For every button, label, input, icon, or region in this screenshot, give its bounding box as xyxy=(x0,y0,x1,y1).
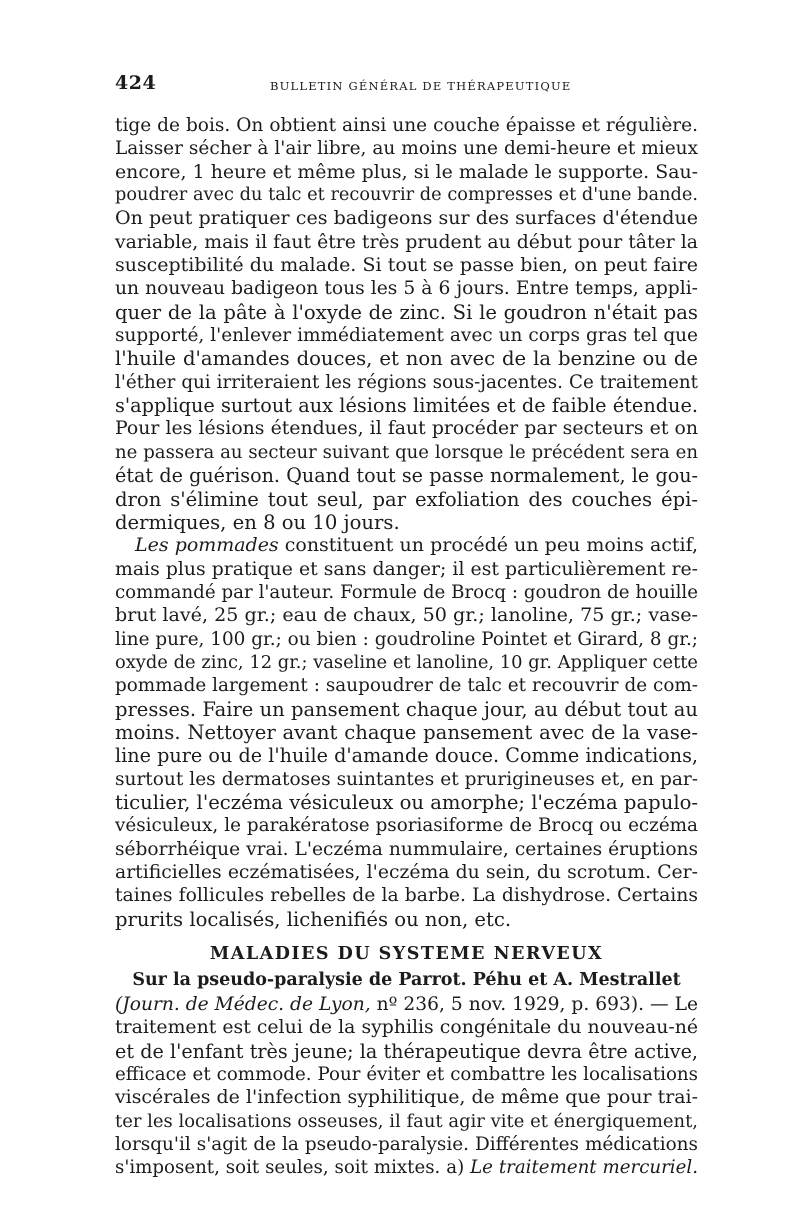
page-number: 424 xyxy=(115,72,157,94)
journal-title: BULLETIN GÉNÉRAL DE THÉRAPEUTIQUE xyxy=(270,79,572,93)
text-line: Pour les lésions étendues, il faut procéder par secteurs et on xyxy=(115,418,698,440)
citation-line xyxy=(115,993,698,1016)
body-text xyxy=(115,114,698,1180)
text-line: Laisser sécher à l'air libre, au moins une demi-heure et mieux xyxy=(115,138,698,160)
text-line: commandé par l'auteur. Formule de Brocq : goudron de houille xyxy=(115,581,698,603)
text-line xyxy=(115,534,698,557)
text-line: vésiculeux, le parakératose psoriasiforme de Brocq ou eczéma xyxy=(115,815,698,837)
text-line: état de guérison. Quand tout se passe normalement, le gou- xyxy=(115,464,698,488)
paragraph-pseudo-paralysis xyxy=(115,993,698,1180)
text-line: line pure, 100 gr.; ou bien : goudroline Pointet et Girard, 8 gr.; xyxy=(115,628,698,650)
text-line: efficace et commode. Pour éviter et combattre les localisations xyxy=(115,1064,698,1086)
text-line: supporté, l'enlever immédiatement avec un corps gras tel que xyxy=(115,325,698,347)
text-line: ter les localisations osseuses, il faut agir vite et énergiquement, xyxy=(115,1110,698,1132)
text-line: dron s'élimine tout seul, par exfoliation des couches épi- xyxy=(115,487,698,511)
list-label: a) xyxy=(440,1157,471,1179)
treatment-heading: Le traitement mercuriel. xyxy=(470,1157,698,1179)
text-line: l'éther qui irriteraient les régions sous-jacentes. Ce traitement xyxy=(115,371,698,393)
text-line: brut lavé, 25 gr.; eau de chaux, 50 gr.; lanoline, 75 gr.; vase- xyxy=(115,604,698,627)
text-line: taines follicules rebelles de la barbe. La dishydrose. Certains xyxy=(115,885,698,907)
text-line: encore, 1 heure et même plus, si le malade le supporte. Sau- xyxy=(115,160,698,183)
text-line: un nouveau badigeon tous les 5 à 6 jours. Entre temps, appli- xyxy=(115,278,698,300)
text-line: ticulier, l'eczéma vésiculeux ou amorphe; l'eczéma papulo- xyxy=(115,790,698,814)
text-line: oxyde de zinc, 12 gr.; vaseline et lanoline, 10 gr. Appliquer cette xyxy=(115,651,698,673)
text-line: séborrhéique vrai. L'eczéma nummulaire, certaines éruptions xyxy=(115,838,698,860)
citation-journal: (Journ. de Médec. de Lyon, xyxy=(115,994,371,1016)
text-line: et de l'enfant très jeune; la thérapeutique devra être active, xyxy=(115,1039,698,1063)
paragraph-ointments xyxy=(115,534,698,931)
running-head xyxy=(115,70,698,100)
text-line: poudrer avec du talc et recouvrir de compresses et d'une bande. xyxy=(115,185,698,206)
text-line: presses. Faire un pansement chaque jour, au début tout au xyxy=(115,697,698,721)
text-line: surtout les dermatoses suintantes et prurigineuses et, en par- xyxy=(115,768,698,790)
text-line: artificielles eczématisées, l'eczéma du sein, du scrotum. Cer- xyxy=(115,862,698,883)
text-line: quer de la pâte à l'oxyde de zinc. Si le goudron n'était pas xyxy=(115,300,698,324)
text-line-start: s'imposent, soit seules, soit mixtes. xyxy=(115,1157,441,1179)
text-line: susceptibilité du malade. Si tout se passe bien, on peut faire xyxy=(115,254,698,277)
text-line: mais plus pratique et sans danger; il est particulièrement re- xyxy=(115,558,698,580)
section-heading: MALADIES DU SYSTEME NERVEUX xyxy=(209,944,604,965)
text-line: lorsqu'il s'agit de la pseudo-paralysie. Différentes médications xyxy=(115,1134,698,1156)
text-line: tige de bois. On obtient ainsi une couche épaisse et régulière. xyxy=(115,115,698,136)
article-title: Sur la pseudo-paralysie de Parrot. Péhu et A. Mestrallet xyxy=(132,970,681,991)
text-line: variable, mais il faut être très prudent au début pour tâter la xyxy=(115,231,698,253)
text-line xyxy=(115,1156,698,1179)
text-line-rest: constituent un procédé un peu moins actif, xyxy=(278,534,698,557)
ointments-term: Les pommades xyxy=(135,534,279,557)
text-line: pommade largement : saupoudrer de talc et recouvrir de com- xyxy=(115,675,698,697)
text-line: s'applique surtout aux lésions limitées et de faible étendue. xyxy=(115,394,698,418)
text-line: moins. Nettoyer avant chaque pansement avec de la vase- xyxy=(115,720,698,744)
text-line: line pure ou de l'huile d'amande douce. Comme indications, xyxy=(115,744,698,768)
text-line: traitement est celui de la syphilis congénitale du nouveau-né xyxy=(115,1017,698,1039)
text-line: prurits localisés, lichenifiés ou non, etc. xyxy=(115,907,512,931)
text-line: On peut pratiquer ces badigeons sur des surfaces d'étendue xyxy=(115,207,698,230)
paragraph-tar-application xyxy=(115,114,698,534)
text-line: viscérales de l'infection syphilitique, de même que pour trai- xyxy=(115,1086,698,1109)
book-page xyxy=(115,70,698,1180)
citation-details: nº 236, 5 nov. 1929, p. 693). — Le xyxy=(370,994,698,1016)
text-line: dermiques, en 8 ou 10 jours. xyxy=(115,510,400,534)
text-line: l'huile d'amandes douces, et non avec de la benzine ou de xyxy=(115,347,698,371)
text-line: ne passera au secteur suivant que lorsque le précédent sera en xyxy=(115,441,698,463)
